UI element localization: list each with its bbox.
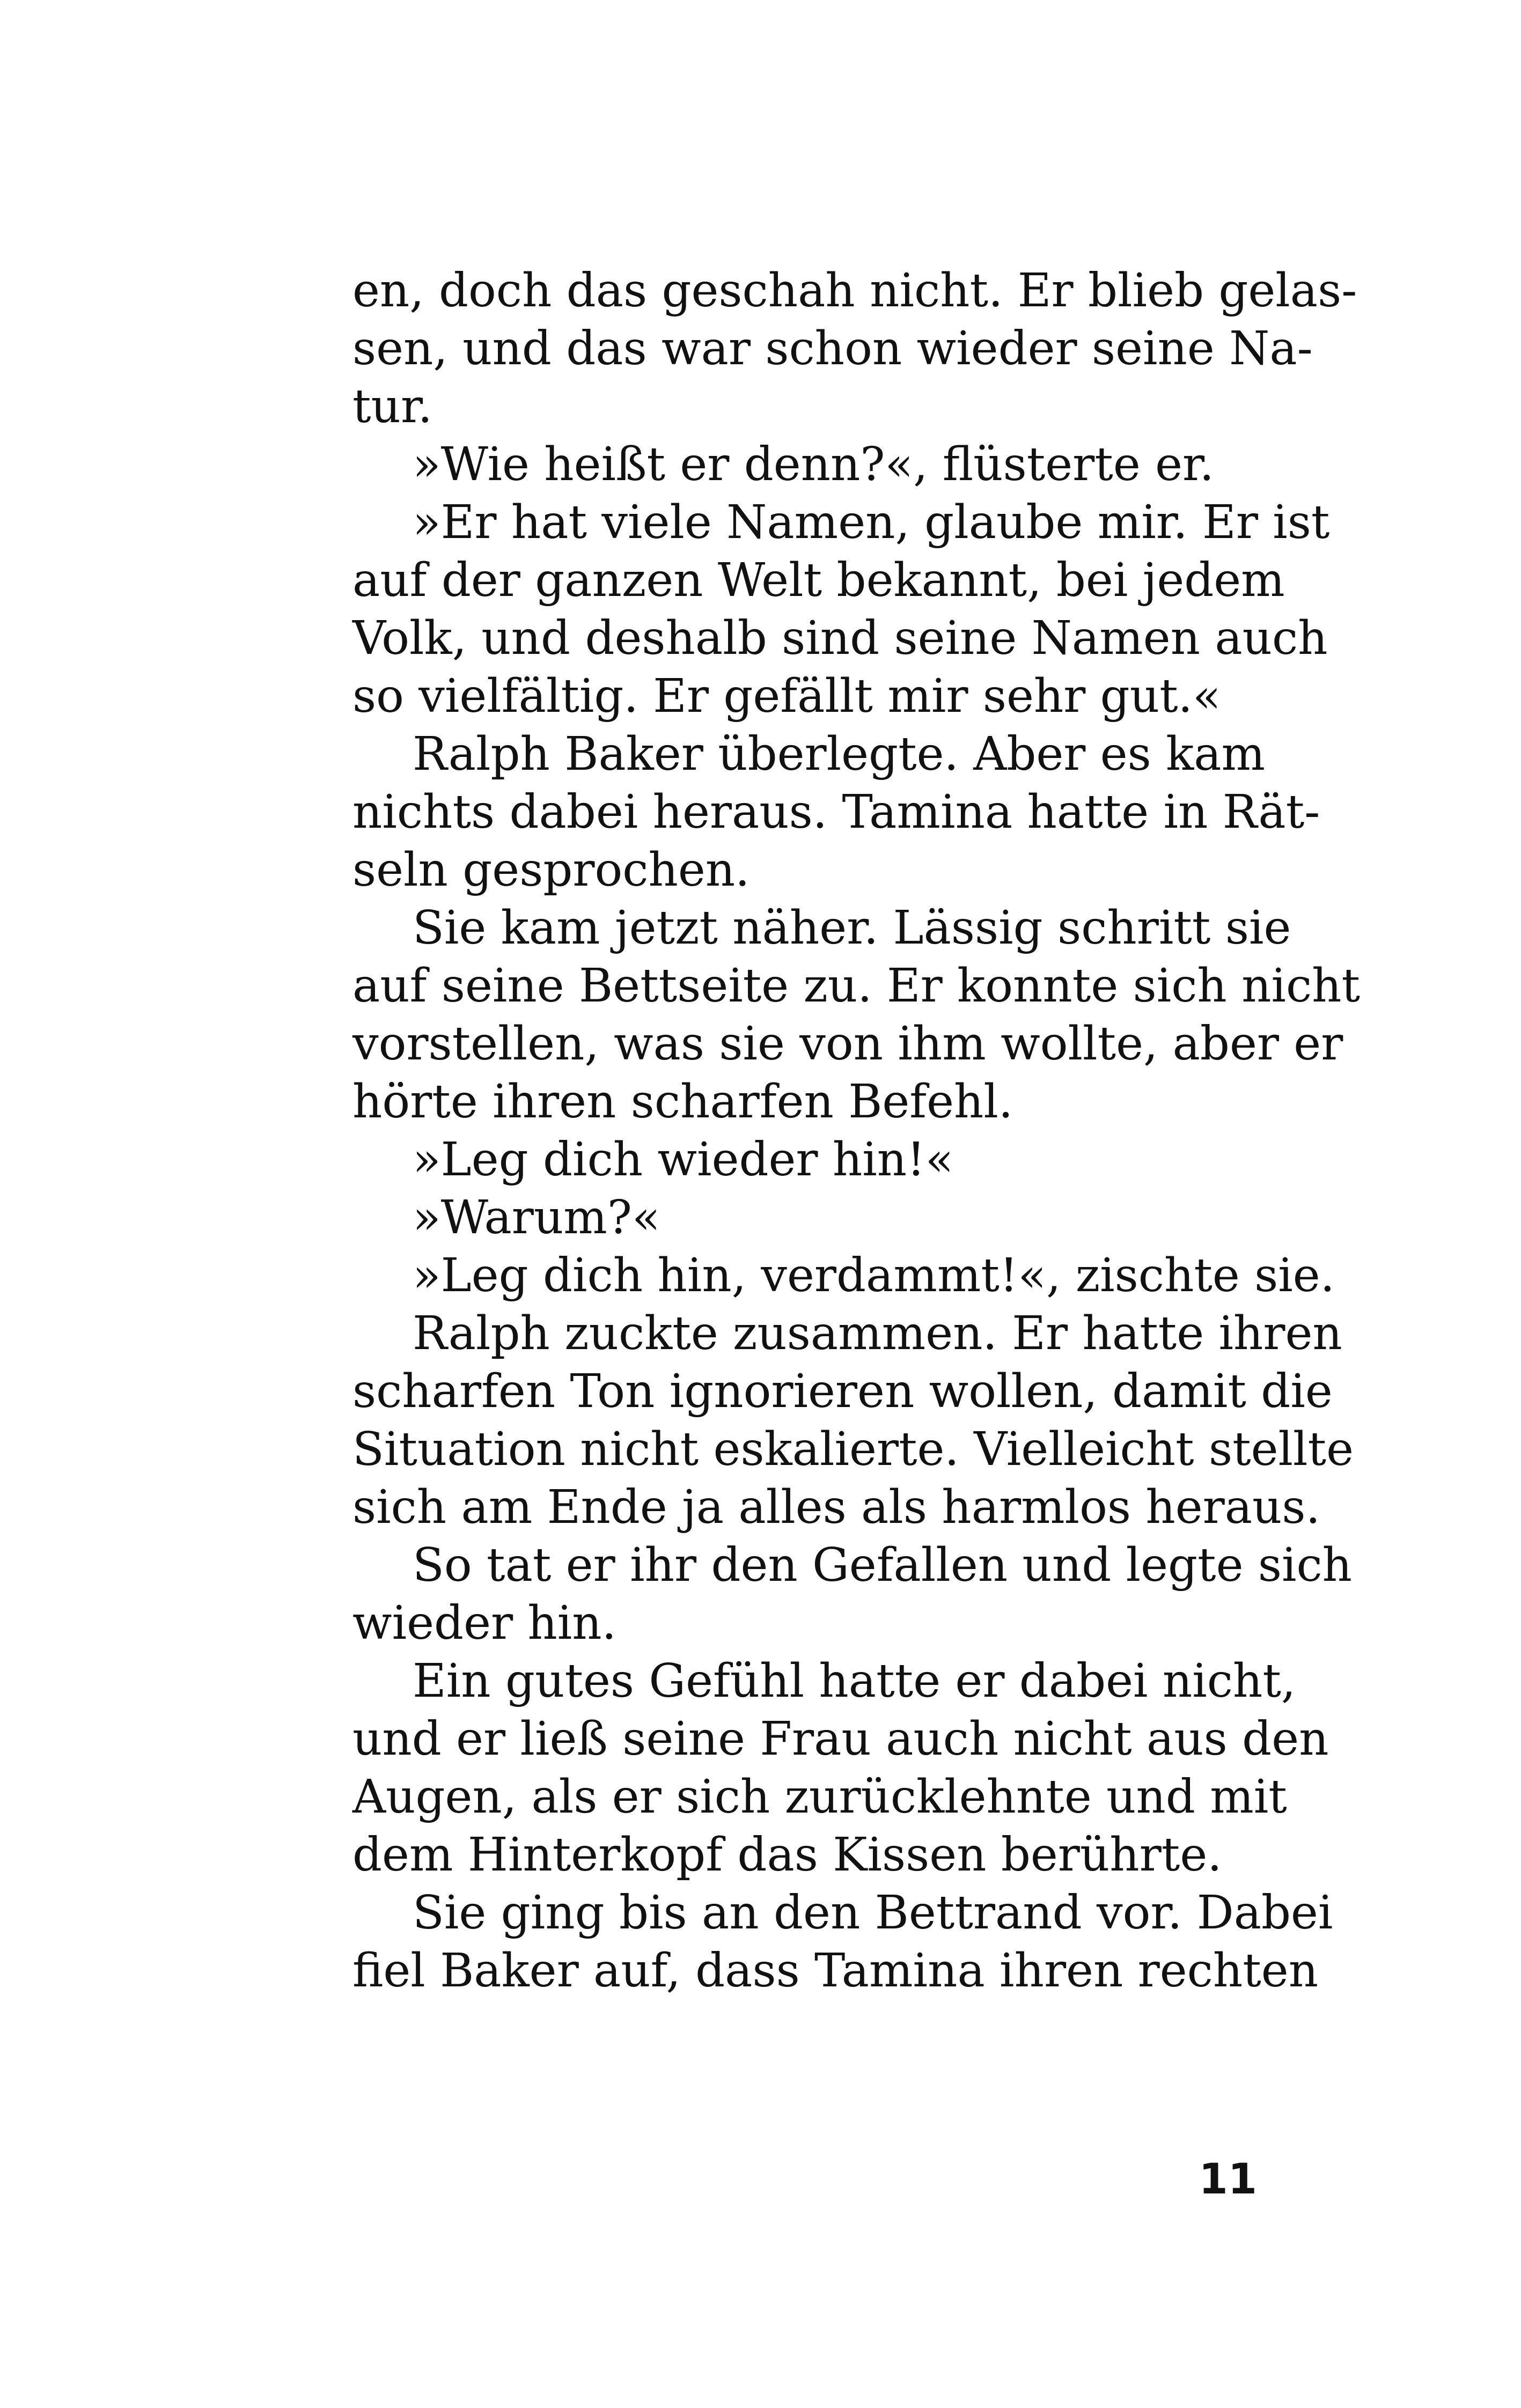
text-line: tur. — [352, 380, 432, 433]
text-line: fiel Baker auf, dass Tamina ihren rechten — [352, 1944, 1319, 1998]
text-line: so vielfältig. Er gefällt mir sehr gut.« — [352, 669, 1221, 723]
text-line: Volk, und deshalb sind seine Namen auch — [352, 612, 1328, 665]
text-line: »Leg dich hin, verdammt!«, zischte sie. — [413, 1249, 1335, 1302]
text-line: vorstellen, was sie von ihm wollte, aber er — [352, 1017, 1343, 1071]
text-line: »Er hat viele Namen, glaube mir. Er ist — [413, 496, 1330, 549]
text-line: nichts dabei heraus. Tamina hatte in Rät- — [352, 785, 1320, 839]
text-line: hörte ihren scharfen Befehl. — [352, 1075, 1013, 1129]
text-line: seln gesprochen. — [352, 843, 750, 897]
text-line: Sie kam jetzt näher. Lässig schritt sie — [413, 901, 1291, 955]
text-line: Ein gutes Gefühl hatte er dabei nicht, — [413, 1654, 1296, 1708]
text-line: Sie ging bis an den Bettrand vor. Dabei — [413, 1886, 1333, 1940]
text-line: Situation nicht eskalierte. Vielleicht stellte — [352, 1423, 1354, 1476]
page-number: 11 — [1199, 2155, 1257, 2204]
text-line: und er ließ seine Frau auch nicht aus den — [352, 1712, 1329, 1766]
text-line: So tat er ihr den Gefallen und legte sich — [413, 1538, 1353, 1592]
text-line: »Leg dich wieder hin!« — [413, 1133, 954, 1187]
text-line: »Warum?« — [413, 1191, 660, 1244]
text-line: scharfen Ton ignorieren wollen, damit die — [352, 1365, 1333, 1418]
text-line: auf seine Bettseite zu. Er konnte sich nicht — [352, 959, 1361, 1013]
text-line: sich am Ende ja alles als harmlos heraus. — [352, 1481, 1320, 1534]
text-line: »Wie heißt er denn?«, flüsterte er. — [413, 438, 1214, 491]
text-line: Ralph Baker überlegte. Aber es kam — [413, 727, 1266, 781]
text-line: sen, und das war schon wieder seine Na- — [352, 322, 1313, 375]
text-line: Augen, als er sich zurücklehnte und mit — [352, 1770, 1287, 1824]
text-line: wieder hin. — [352, 1596, 617, 1650]
body-text — [352, 262, 1361, 2000]
text-line: Ralph zuckte zusammen. Er hatte ihren — [413, 1307, 1342, 1360]
text-line: dem Hinterkopf das Kissen berührte. — [352, 1828, 1222, 1882]
text-line: en, doch das geschah nicht. Er blieb gelas- — [352, 264, 1357, 318]
text-line: auf der ganzen Welt bekannt, bei jedem — [352, 554, 1285, 607]
